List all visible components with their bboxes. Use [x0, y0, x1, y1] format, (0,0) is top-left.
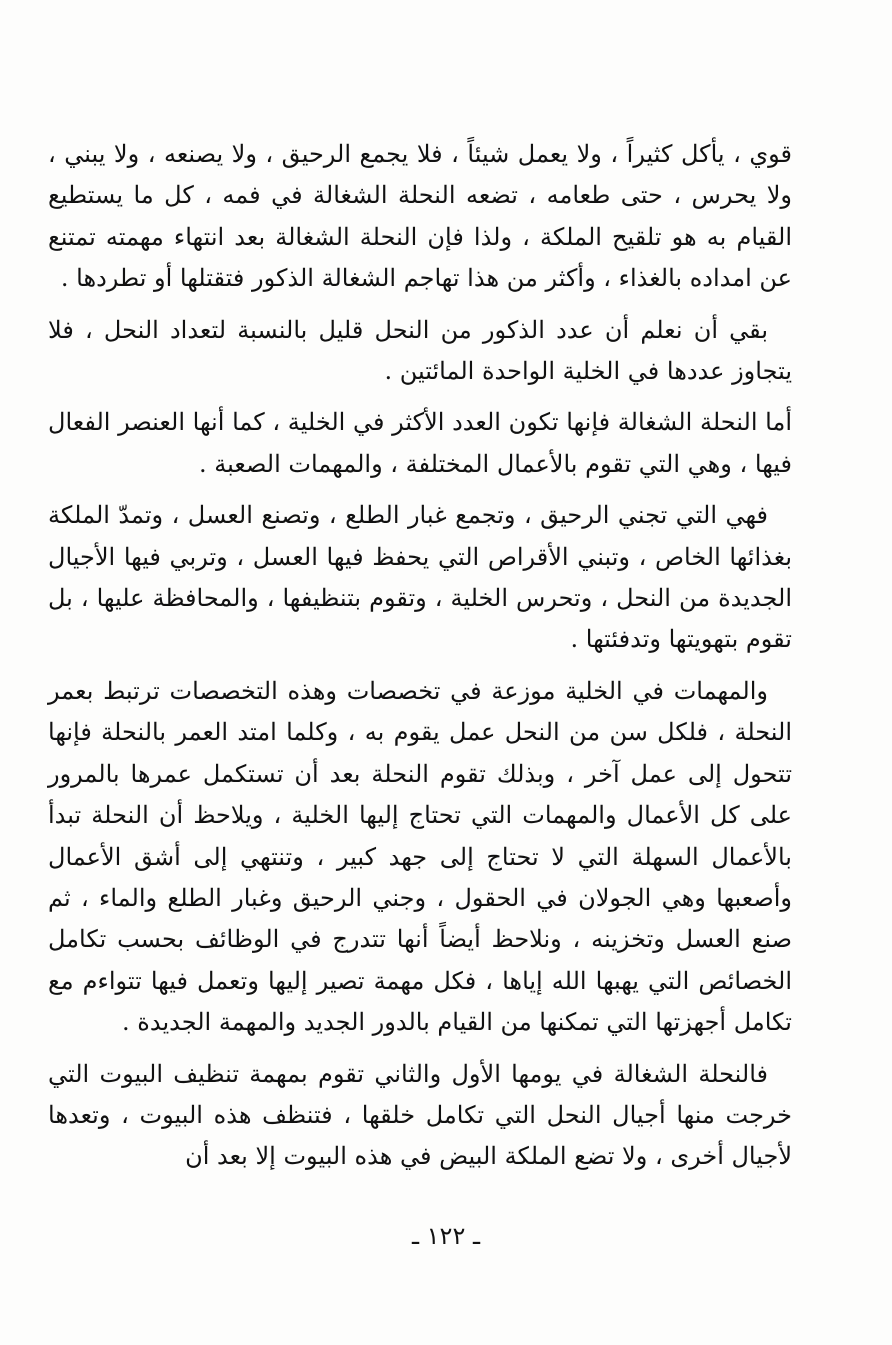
paragraph-6: فالنحلة الشغالة في يومها الأول والثاني تقوم بمهمة تنظيف البيوت التي خرجت منها أجيال النحل التي تكامل خلقها ، فتنظف هذه البيوت ، وتعدها لأجيال أخرى ، ولا تضع الملكة البيض في هذه البيوت إلا بعد أن — [48, 1059, 792, 1171]
paragraph-1: قوي ، يأكل كثيراً ، ولا يعمل شيئاً ، فلا يجمع الرحيق ، ولا يصنعه ، ولا يبني ، ولا يحرس ، حتى طعامه ، تضعه النحلة الشغالة في فمه ، كل ما يستطيع القيام به هو تلقيح الملكة ، ولذا فإن النحلة الشغالة بعد انتهاء مهمته تمتنع عن امداده بالغذاء ، وأكثر من هذا تهاجم الشغالة الذكور فتقتلها أو تطردها . — [48, 140, 793, 293]
paragraph-3: أما النحلة الشغالة فإنها تكون العدد الأكثر في الخلية ، كما أنها العنصر الفعال فيها ، وهي التي تقوم بالأعمال المختلفة ، والمهمات الصعبة . — [48, 408, 792, 478]
paragraph-2: بقي أن نعلم أن عدد الذكور من النحل قليل بالنسبة لتعداد النحل ، فلا يتجاوز عددها في الخلية الواحدة المائتين . — [48, 315, 792, 386]
page-number: ـ ١٢٢ ـ — [411, 1222, 480, 1250]
paragraph-4: فهي التي تجني الرحيق ، وتجمع غبار الطلع ، وتصنع العسل ، وتمدّ الملكة بغذائها الخاص ، وتبني الأقراص التي يحفظ فيها العسل ، وتربي فيها الأجيال الجديدة من النحل ، وتحرس الخلية ، وتقوم بتنظيفها ، والمحافظة عليها ، بل تقوم بتهويتها وتدفئتها . — [48, 501, 793, 654]
body-text — [48, 134, 792, 1188]
paragraph-5: والمهمات في الخلية موزعة في تخصصات وهذه التخصصات ترتبط بعمر النحلة ، فلكل سن من النحل عمل يقوم به ، وكلما امتد العمر بالنحلة فإنها تتحول إلى عمل آخر ، وبذلك تقوم النحلة بعد أن تستكمل عمرها بالمرور على كل الأعمال والمهمات التي تحتاج إليها الخلية ، ويلاحظ أن النحلة تبدأ بالأعمال السهلة التي لا تحتاج إلى جهد كبير ، وتنتهي إلى أشق الأعمال وأصعبها وهي الجولان في الحقول ، وجني الرحيق وغبار الطلع والماء ، ثم صنع العسل وتخزينه ، ونلاحظ أيضاً أنها تتدرج في الوظائف بحسب تكامل الخصائص التي يهبها الله إياها ، فكل مهمة تصير إليها وتعمل فيها تتواءم مع تكامل أجهزتها التي تمكنها من القيام بالدور الجديد والمهمة الجديدة . — [48, 676, 792, 1037]
